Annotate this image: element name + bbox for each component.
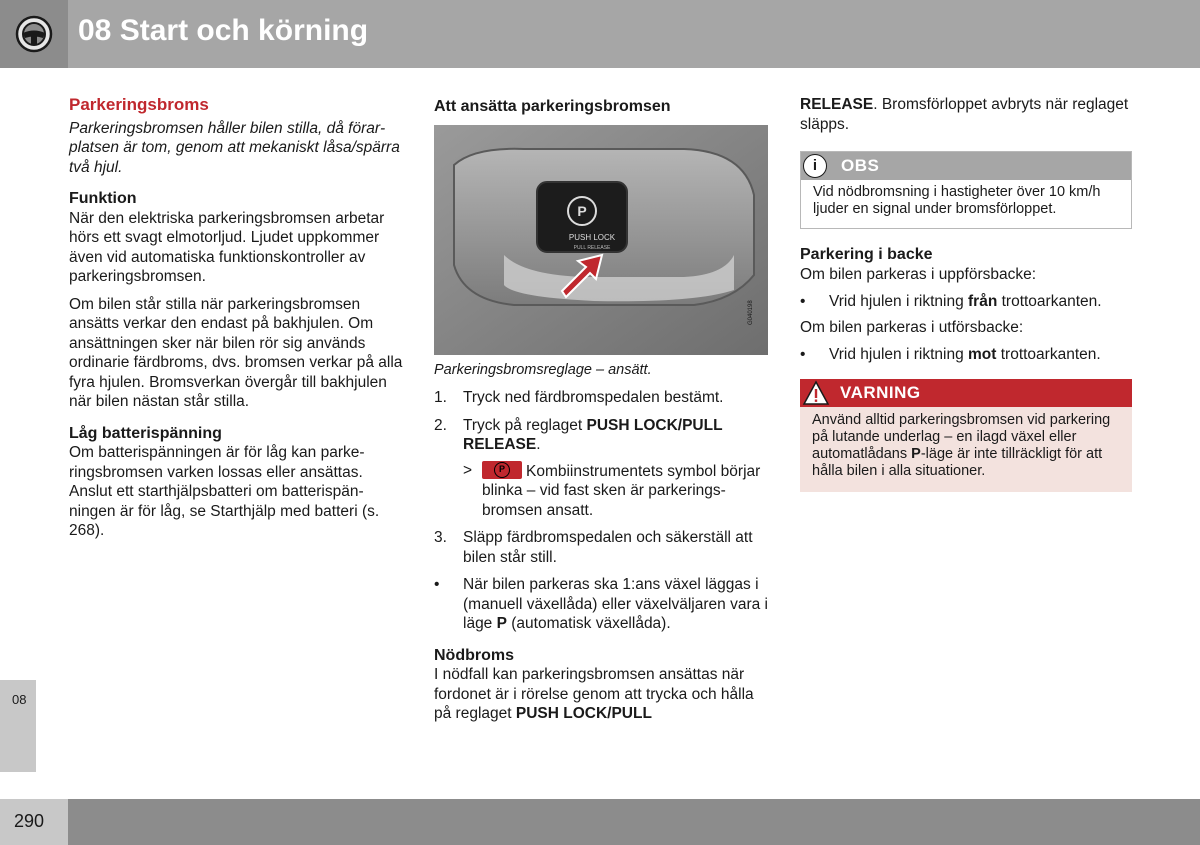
continued-paragraph: RELEASE. Bromsförloppet avbryts när reglaget släpps. (800, 96, 1129, 133)
parking-brake-illustration (434, 125, 768, 355)
parking-brake-photo (434, 125, 768, 355)
bullet-marker: • (800, 293, 806, 310)
step-2-result (434, 461, 774, 521)
nodbroms-paragraph: I nödfall kan parkeringsbromsen ansättas när fordonet är i rörelse genom att trycka och hålla på reglaget PUSH LOCK/PULL (434, 666, 754, 722)
step-bullet (434, 575, 774, 634)
svg-text:P: P (577, 202, 587, 219)
backe-heading: Parkering i backe (800, 246, 933, 263)
funktion-heading: Funktion (69, 190, 137, 207)
intro-text: Parkeringsbromsen håller bilen stilla, då förarplatsen är tom, genom att mekaniskt låsa/spärra två hjul. (69, 119, 400, 176)
step-3 (434, 528, 774, 567)
page-header (0, 0, 1200, 68)
column-right (800, 95, 1132, 492)
chapter-icon-box (0, 0, 68, 68)
section-title: Parkeringsbroms (69, 95, 209, 114)
step-2 (434, 416, 774, 455)
step-bold-text: P (496, 615, 507, 632)
obs-title: OBS (841, 156, 880, 175)
step-marker: 2. (434, 416, 447, 434)
obs-note-box (800, 151, 1132, 229)
step-marker: 3. (434, 529, 447, 546)
parking-brake-symbol-icon: P (482, 461, 522, 479)
step-1 (434, 388, 774, 408)
warning-header (800, 379, 1132, 407)
result-marker: > (463, 461, 473, 479)
result-text: Kombiinstrumentets symbol börjar blinka – vid fast sken är parkeringsbromsen ansatt. (482, 462, 761, 519)
bullet-marker: • (434, 576, 440, 593)
obs-header (801, 152, 1131, 180)
steering-wheel-icon (14, 14, 54, 54)
step-text-end: (automatisk växellåda). (506, 615, 671, 632)
step-text: När bilen parkeras ska 1:ans växel läggas i (manuell växellåda) eller växelväljaren vara i läge (463, 576, 768, 632)
battery-paragraph: Om batterispänningen är för låg kan parkeringsbromsen varken lossas eller ansättas. Anslut ett starthjälpsbatteri om batterispänningen är för låg, se Starthjälp med batteri (s. 268). (69, 444, 380, 539)
bullet-marker: • (800, 346, 806, 363)
side-tab-label: 08 (12, 692, 27, 707)
step-text: Tryck ned färdbromspedalen bestämt. (463, 389, 724, 406)
step-text: Släpp färdbromspedalen och säkerställ att bilen står still. (463, 529, 753, 566)
obs-text: Vid nödbromsning i hastigheter över 10 km/h ljuder en signal under bromsförloppet. (813, 184, 1101, 217)
chapter-title: 08 Start och körning (78, 14, 369, 47)
warning-text: Använd alltid parkeringsbromsen vid parkering på lutande underlag – en ilagd växel eller automatlådans P-läge är inte tillräckligt för att hålla bilen i alla situationer. (812, 411, 1111, 479)
bullet-utfors: • Vrid hjulen i riktning mot trottoarkanten. (800, 346, 1101, 363)
warning-box (800, 379, 1132, 492)
warning-icon (802, 380, 830, 406)
funktion-paragraph-1: När den elektriska parkeringsbromsen arbetar hörs ett svagt elmotorljud. Ljudet uppkommer även vid automatiska funktionskontroller av parkeringsbromsen. (69, 209, 385, 285)
uppfors-text: Om bilen parkeras i uppförsbacke: (800, 265, 1037, 283)
pull-release-label: PULL RELEASE (573, 244, 611, 251)
column-middle (434, 95, 774, 732)
step-text: Tryck på reglaget (463, 416, 587, 434)
step-marker: 1. (434, 389, 447, 406)
battery-heading: Låg batterispänning (69, 424, 222, 442)
page-footer (0, 799, 1200, 845)
page-number-box (0, 799, 68, 845)
nodbroms-heading: Nödbroms (434, 646, 514, 664)
step-bold-text: PUSH LOCK/PULL RELEASE (463, 416, 723, 453)
warning-title: VARNING (840, 382, 921, 402)
apply-heading: Att ansätta parkeringsbromsen (434, 98, 671, 115)
chapter-side-tab (0, 680, 36, 772)
photo-caption: Parkeringsbromsreglage – ansätt. (434, 361, 652, 378)
funktion-paragraph-2: Om bilen står stilla när parkeringsbromsen ansätts verkar den endast på bakhjulen. Om ansättningen sker när bilen rör sig används ordinarie färdbroms, dvs. bromsen verkar på alla fyra hjulen. Bromsverkan övergår till bakhjulen när bilen nästan står stilla. (69, 295, 403, 410)
image-code: G040198 (748, 299, 754, 325)
page-number: 290 (14, 811, 45, 831)
bullet-uppfors: • Vrid hjulen i riktning från trottoarkanten. (800, 293, 1102, 310)
utfors-text: Om bilen parkeras i utförsbacke: (800, 318, 1024, 336)
column-left (69, 95, 404, 549)
push-lock-label: PUSH LOCK (568, 232, 616, 242)
step-text-end: . (536, 436, 541, 453)
info-icon: i (803, 154, 827, 178)
